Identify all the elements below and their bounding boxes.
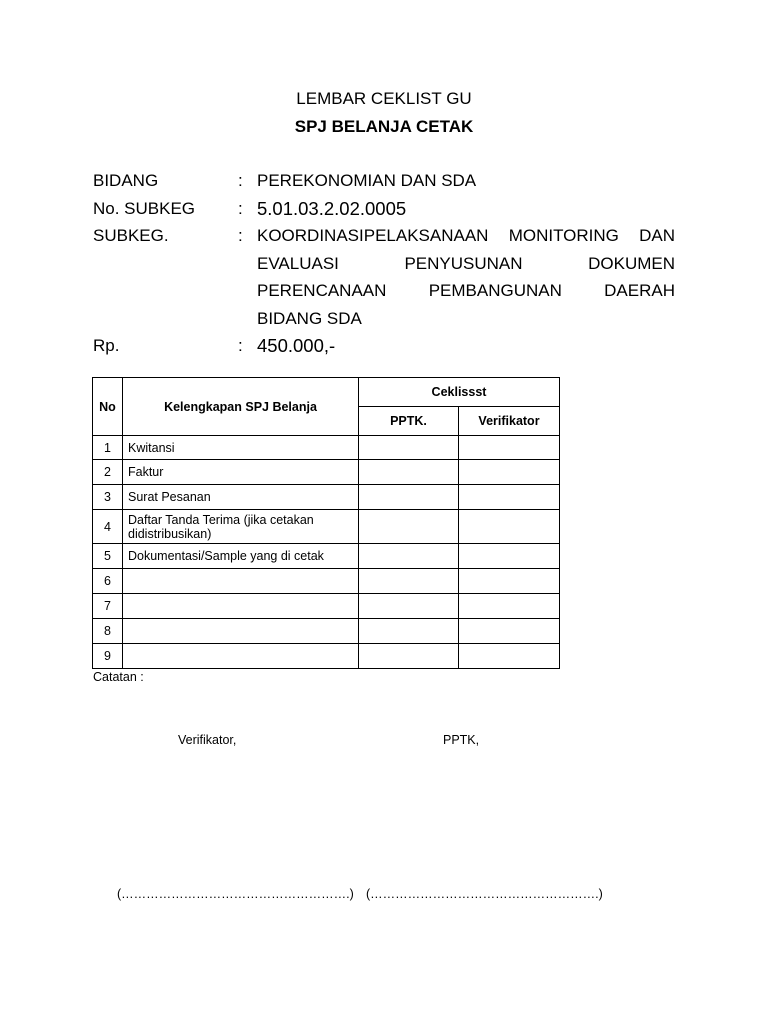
info-colon: : — [238, 336, 243, 355]
row-verifikator-check — [459, 569, 560, 594]
row-verifikator-check — [459, 594, 560, 619]
table-row — [93, 644, 560, 669]
row-number: 4 — [93, 510, 123, 544]
row-pptk-check — [359, 569, 459, 594]
header-no: No — [93, 378, 123, 436]
row-verifikator-check — [459, 460, 560, 485]
subkeg-line-3: PERENCANAAN PEMBANGUNAN DAERAH — [257, 281, 675, 300]
row-item — [123, 644, 359, 669]
table-row — [93, 619, 560, 644]
pptk-signature-line: (……………………………………………….) — [366, 887, 603, 901]
header-verifikator: Verifikator — [459, 407, 560, 436]
info-value-bidang: PEREKONOMIAN DAN SDA — [257, 171, 477, 190]
info-value-rp: 450.000,- — [257, 335, 336, 356]
row-number: 7 — [93, 594, 123, 619]
info-value-no-subkeg: 5.01.03.2.02.0005 — [257, 197, 407, 219]
row-item: Surat Pesanan — [123, 485, 359, 510]
row-item — [123, 594, 359, 619]
row-pptk-check — [359, 510, 459, 544]
table-row — [93, 510, 560, 544]
info-value-subkeg — [257, 222, 675, 332]
info-section — [93, 167, 675, 360]
pptk-signature-label: PPTK, — [443, 733, 480, 747]
info-row-no-subkeg — [93, 195, 675, 223]
info-colon: : — [238, 226, 243, 245]
row-verifikator-check — [459, 644, 560, 669]
info-label-bidang: BIDANG — [93, 171, 159, 190]
info-label-rp: Rp. — [93, 336, 120, 355]
row-number: 8 — [93, 619, 123, 644]
header-checklist: Ceklissst — [359, 378, 560, 407]
row-number: 6 — [93, 569, 123, 594]
row-verifikator-check — [459, 510, 560, 544]
table-row — [93, 569, 560, 594]
verifikator-signature-label: Verifikator, — [178, 733, 237, 747]
info-label-no-subkeg: No. SUBKEG — [93, 198, 196, 218]
row-pptk-check — [359, 436, 459, 460]
row-number: 9 — [93, 644, 123, 669]
table-row — [93, 460, 560, 485]
row-pptk-check — [359, 594, 459, 619]
table-row — [93, 594, 560, 619]
row-verifikator-check — [459, 544, 560, 569]
notes-label: Catatan : — [93, 670, 144, 684]
row-item: Dokumentasi/Sample yang di cetak — [123, 544, 359, 569]
row-item: Faktur — [123, 460, 359, 485]
header-pptk: PPTK. — [359, 407, 459, 436]
info-row-subkeg — [93, 222, 675, 332]
row-number: 5 — [93, 544, 123, 569]
subkeg-line-2: EVALUASI PENYUSUNAN DOKUMEN — [257, 253, 675, 273]
verifikator-signature-line: (……………………………………………….) — [117, 887, 354, 901]
info-colon: : — [238, 198, 243, 218]
subkeg-line-4: BIDANG SDA — [257, 308, 362, 328]
checklist-table — [92, 377, 560, 669]
info-colon: : — [238, 171, 243, 190]
row-verifikator-check — [459, 485, 560, 510]
table-row — [93, 544, 560, 569]
row-pptk-check — [359, 544, 459, 569]
row-pptk-check — [359, 485, 459, 510]
checklist-body — [93, 436, 560, 669]
row-item — [123, 619, 359, 644]
row-item: Daftar Tanda Terima (jika cetakan didistribusikan) — [123, 510, 359, 544]
row-pptk-check — [359, 460, 459, 485]
row-number: 1 — [93, 436, 123, 460]
subkeg-line-1: KOORDINASIPELAKSANAAN MONITORING DAN — [257, 226, 675, 245]
row-verifikator-check — [459, 619, 560, 644]
table-row — [93, 436, 560, 460]
row-pptk-check — [359, 644, 459, 669]
row-number: 2 — [93, 460, 123, 485]
row-verifikator-check — [459, 436, 560, 460]
info-row-rp — [93, 332, 675, 360]
row-item — [123, 569, 359, 594]
info-label-subkeg: SUBKEG. — [93, 226, 169, 245]
row-item: Kwitansi — [123, 436, 359, 460]
document-title: LEMBAR CEKLIST GU — [296, 89, 472, 108]
header-item: Kelengkapan SPJ Belanja — [123, 378, 359, 436]
table-row — [93, 485, 560, 510]
row-pptk-check — [359, 619, 459, 644]
info-row-bidang — [93, 167, 675, 195]
document-subtitle: SPJ BELANJA CETAK — [294, 117, 474, 136]
row-number: 3 — [93, 485, 123, 510]
